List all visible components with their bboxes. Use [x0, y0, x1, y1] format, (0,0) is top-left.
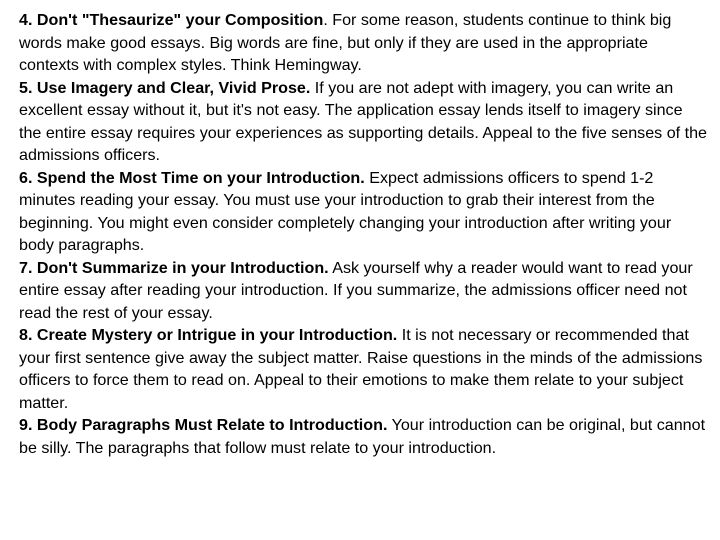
tip-item-7 [19, 257, 709, 325]
tip-title-5: 5. Use Imagery and Clear, Vivid Prose. [19, 78, 311, 97]
tip-body-8: It is not necessary or recommended that your first sentence give away the subject matter. Raise questions in the minds of the admissions officers to force them to read on. Appeal to their emotions to make them relate to your subject matter. [19, 326, 703, 412]
tip-item-9 [19, 414, 709, 459]
tip-item-8 [19, 324, 709, 414]
tip-item-4 [19, 9, 709, 77]
tip-body-7: Ask yourself why a reader would want to read your entire essay after reading your introduction. If you summarize, the admissions officer need not read the rest of your essay. [19, 258, 693, 322]
slide-content [19, 9, 709, 459]
tip-body-6: Expect admissions officers to spend 1-2 minutes reading your essay. You must use your introduction to grab their interest from the beginning. You might even consider completely changing your introduction after writing your body paragraphs. [19, 168, 672, 254]
tip-title-9: 9. Body Paragraphs Must Relate to Introduction. [19, 416, 388, 434]
tip-item-6 [19, 167, 709, 257]
tip-title-7: 7. Don't Summarize in your Introduction. [19, 258, 329, 277]
tip-body-4: . For some reason, students continue to think big words make good essays. Big words are fine, but only if they are used in the appropriate contexts with complex styles. Think Hemingway. [19, 11, 672, 74]
tip-item-5 [19, 77, 709, 167]
tip-body-5: If you are not adept with imagery, you can write an excellent essay without it, but it's not easy. The application essay lends itself to imagery since the entire essay requires your experiences as supporting details. Appeal to the five senses of the admissions officers. [19, 78, 707, 164]
tip-title-6: 6. Spend the Most Time on your Introduction. [19, 168, 365, 187]
tip-body-9: Your introduction can be original, but cannot be silly. The paragraphs that follow must relate to your introduction. [19, 416, 706, 457]
tip-title-8: 8. Create Mystery or Intrigue in your Introduction. [19, 326, 398, 344]
tip-title-4: 4. Don't "Thesaurize" your Composition [19, 11, 324, 29]
